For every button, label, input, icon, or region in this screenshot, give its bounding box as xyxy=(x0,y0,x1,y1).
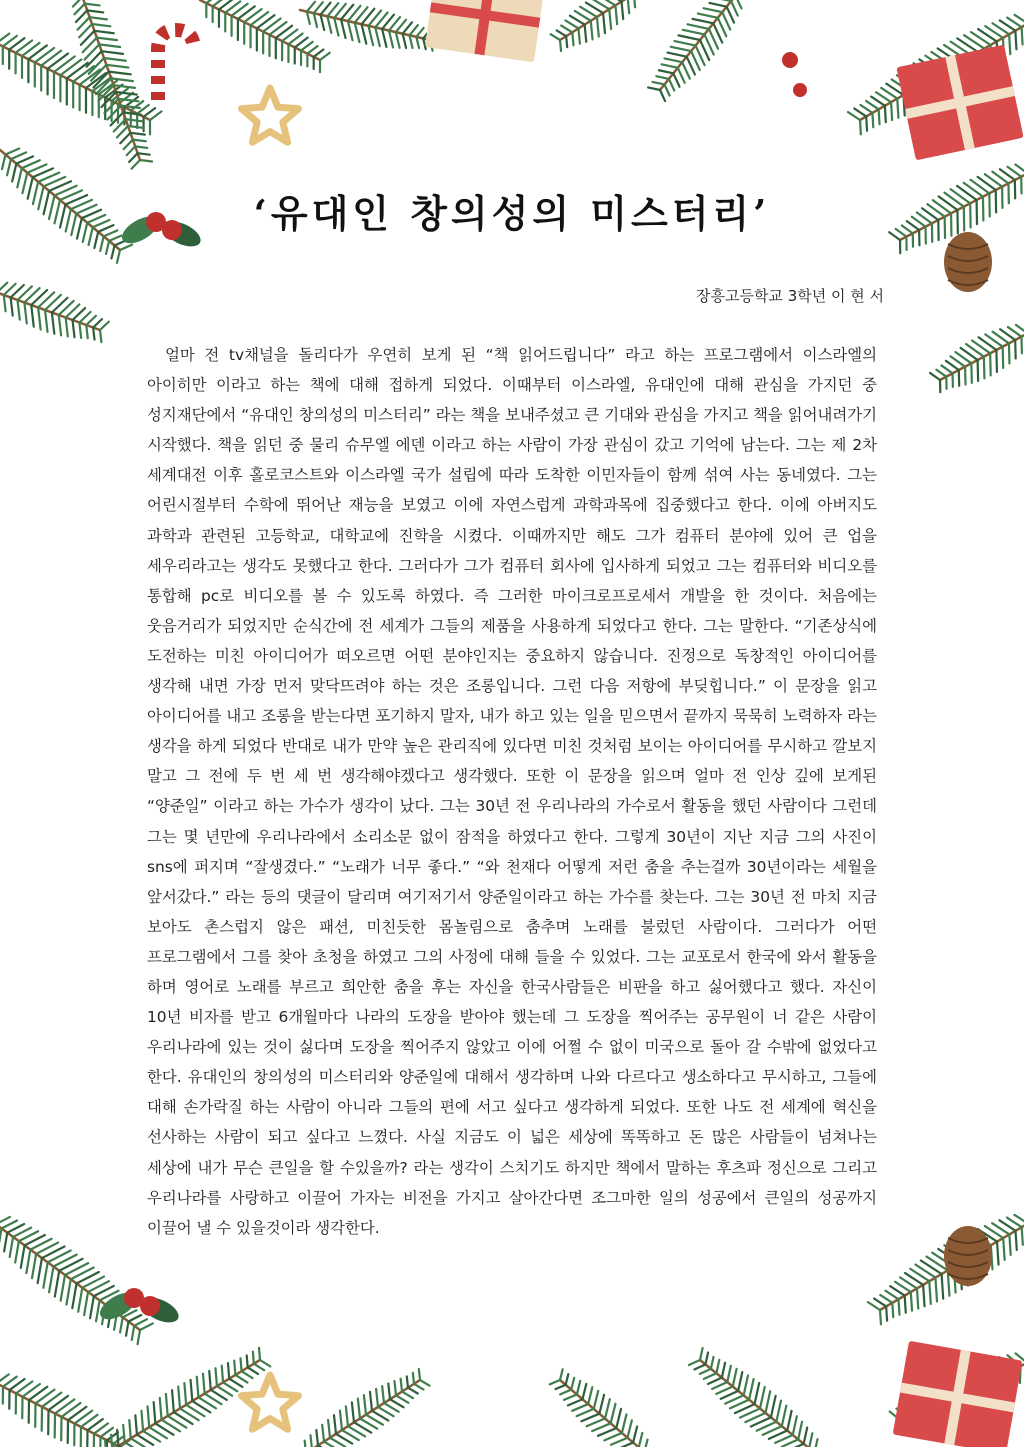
berry xyxy=(793,83,807,97)
candy-cane xyxy=(158,30,194,100)
pine-branch xyxy=(868,1215,1024,1325)
pine-branch xyxy=(0,34,162,135)
pine-branch xyxy=(200,0,330,72)
pine-branch xyxy=(0,1217,153,1344)
document-author: 장흥고등학교 3학년 이 현 서 xyxy=(695,287,884,305)
pine-branch xyxy=(300,1369,430,1447)
pinecone xyxy=(944,232,992,292)
gift-box xyxy=(425,0,545,62)
pine-branch xyxy=(648,0,741,101)
star-ornament xyxy=(242,88,299,142)
document-body: 얼마 전 tv채널을 돌리다가 우연히 보게 된 “책 읽어드립니다” 라고 하는 프로그램에서 이스라엘의 아이히만 이라고 하는 책에 대해 접하게 되었다. 이때부터 이스라엘, 유대인에 대해 관심을 가지던 중 성지재단에서 “유대인 창의성의 미스터리” 라는 책을 보내주셨고 큰 기대와 관심을 가지고 책을 읽어내려가기 시작했다. 책을 읽던 중 물리 슈무엘 에덴 이라고 하는 사람이 가장 관심이 갔고 기억에 남는다. 그는 제 2차 세계대전 이후 홀로코스트와 이스라엘 국가 설립에 따라 도착한 이민자들이 함께 섞여 사는 동네였다. 그는 어린시절부터 수학에 뛰어난 재능을 보였고 이에 자연스럽게 과학과목에 집중했다고 한다. 이에 아버지도 과학과 관련된 고등학교, 대학교에 진학을 시켰다. 이때까지만 해도 그가 컴퓨터 분야에 있어 큰 업을 세우리라고는 생각도 못했다고 한다. 그러다가 그가 컴퓨터 회사에 입사하게 되었고 그는 컴퓨터와 비디오를 통합해 pc로 비디오를 볼 수 있도록 하였다. 즉 그러한 마이크로프로세서 개발을 한 것이다. 처음에는 웃음거리가 되었지만 순식간에 전 세계가 그들의 제품을 사용하게 되었다고 한다. 그는 말한다. “기존상식에 도전하는 미친 아이디어가 떠오르면 어떤 분야인지는 중요하지 않습니다. 진정으로 독창적인 아이디어를 생각해 내면 가장 먼저 맞닥뜨려야 하는 것은 조롱입니다. 그런 다음 저항에 부딪힙니다.” 이 문장을 읽고 아이디어를 내고 조롱을 받는다면 포기하지 말자, 내가 하고 있는 일을 믿으면서 끝까지 묵묵히 노력하자 라는 생각을 하게 되었다 반대로 내가 만약 높은 관리직에 있다면 미친 것처럼 보이는 아이디어를 무시하고 깔보지 말고 그 전에 두 번 세 번 생각해야겠다고 생각했다. 또한 이 문장을 읽으며 얼마 전 인상 깊에 보게된 “양준일” 이라고 하는 가수가 생각이 났다. 그는 30년 전 우리나라의 가수로서 활동을 했던 사람이다 그런데 그는 몇 년만에 우리나라에서 소리소문 없이 잠적을 하였다고 한다. 그렇게 30년이 지난 지금 그의 사진이 sns에 퍼지며 “잘생겼다.” “노래가 너무 좋다.” “와 천재다 어떻게 저런 춤을 추는걸까 30년이라는 세월을 앞서갔다.” 라는 등의 댓글이 달리며 여기저기서 양준일이라고 하는 가수를 찾는다. 그는 30년 전 마치 지금 보아도 촌스럽지 않은 패션, 미친듯한 몸놀림으로 춤추며 노래를 불렀던 사람이다. 그러다가 어떤 프로그램에서 그를 찾아 초청을 하였고 그의 사정에 대해 들을 수 있었다. 그는 교포로서 한국에 와서 활동을 하며 영어로 노래를 부르고 희안한 춤을 후는 자신을 한국사람들은 비판을 하고 싫어했다고 했다. 자신이 10년 비자를 받고 6개월마다 나라의 도장을 받아야 했는데 그 도장을 찍어주는 공무원이 너 같은 사람이 우리나라에 있는 것이 싫다며 도장을 찍어주지 않았고 이에 어쩔 수 없이 미국으로 돌아 갈 수밖에 없었다고 한다. 유대인의 창의성의 미스터리와 양준일에 대해서 생각하며 나와 다르다고 생소하다고 무시하고, 그들에 대해 손가락질 하는 사람이 아니라 그들의 편에 서고 싶다고 생각하게 되었다. 또한 나도 전 세계에 혁신을 선사하는 사람이 되고 싶다고 느꼈다. 사실 지금도 이 넓은 세상에 똑똑하고 돈 많은 사람들이 넘쳐나는 세상에 내가 무슨 큰일을 할 수있을까? 라는 생각이 스치기도 하지만 책에서 말하는 후츠파 정신으로 그리고 우리나라를 사랑하고 이끌어 가자는 비전을 가지고 살아간다면 조그마한 일의 성공에서 큰일의 성공까지 이끌어 낼 수 있을것이라 생각한다. xyxy=(147,346,877,1237)
pine-branch xyxy=(0,283,109,342)
gift-box xyxy=(896,45,1023,161)
pine-branch xyxy=(73,0,152,169)
document-title: ‘유대인 창의성의 미스터리’ xyxy=(253,191,771,236)
pine-branch xyxy=(550,1369,650,1447)
pinecone xyxy=(944,1226,992,1286)
star-ornament xyxy=(242,1375,299,1429)
pine-branch xyxy=(551,0,640,51)
gift-box xyxy=(893,1341,1023,1447)
pine-branch xyxy=(930,325,1024,392)
berry xyxy=(782,52,798,68)
pine-branch xyxy=(689,1348,820,1447)
pine-branch xyxy=(300,2,437,51)
